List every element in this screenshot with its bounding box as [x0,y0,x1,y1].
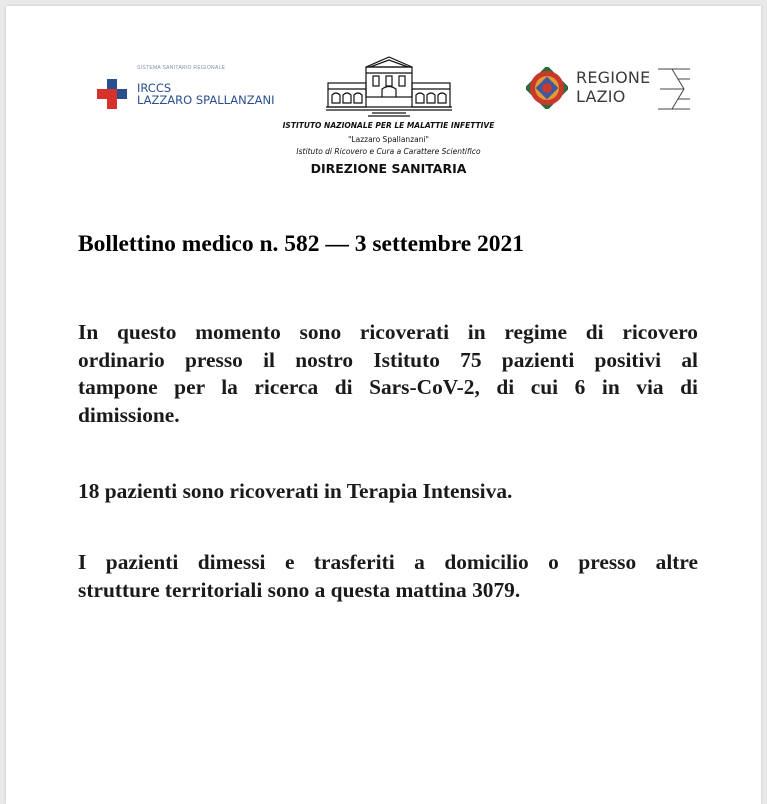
institute-subtitle: "Lazzaro Spallanzani" [347,135,430,144]
lazio-word: LAZIO [576,87,626,106]
paragraph-line: tampone per la ricerca di Sars-CoV-2, di cui 6 in via di [78,375,698,399]
spallanzani-logo [95,63,285,111]
paragraph-intensive-care: 18 pazienti sono ricoverati in Terapia Intensiva. [78,479,513,503]
paragraph-line: dimissione. [78,402,180,427]
logo-name-line2: LAZZARO SPALLANZANI [137,93,275,107]
chevron-decoration-icon [658,67,692,111]
document-page [6,6,761,804]
regione-lazio-emblem-icon [526,67,568,109]
logo-caption: SISTEMA SANITARIO REGIONALE [137,65,226,71]
paragraph-discharged [78,549,698,604]
paragraph-admissions [78,319,698,429]
institute-name: ISTITUTO NAZIONALE PER LE MALATTIE INFETTIVE [282,121,495,130]
institute-type: Istituto di Ricovero e Cura a Carattere Scientifico [296,147,481,156]
department-name: DIREZIONE SANITARIA [310,161,467,176]
bulletin-title: Bollettino medico n. 582 — 3 settembre 2021 [78,231,525,257]
regione-lazio-logo [524,63,694,113]
institute-building-icon [324,53,454,117]
paragraph-line: In questo momento sono ricoverati in regime di ricovero [78,320,698,344]
paragraph-line: I pazienti dimessi e trasferiti a domicilio o presso altre [78,550,698,574]
paragraph-line: ordinario presso il nostro Istituto 75 pazienti positivi al [78,347,698,372]
medical-cross-icon [97,79,127,109]
logo-name-line1: IRCCS [137,81,172,95]
regione-word: REGIONE [576,68,651,87]
paragraph-line: strutture territoriali sono a questa mattina 3079. [78,577,521,602]
